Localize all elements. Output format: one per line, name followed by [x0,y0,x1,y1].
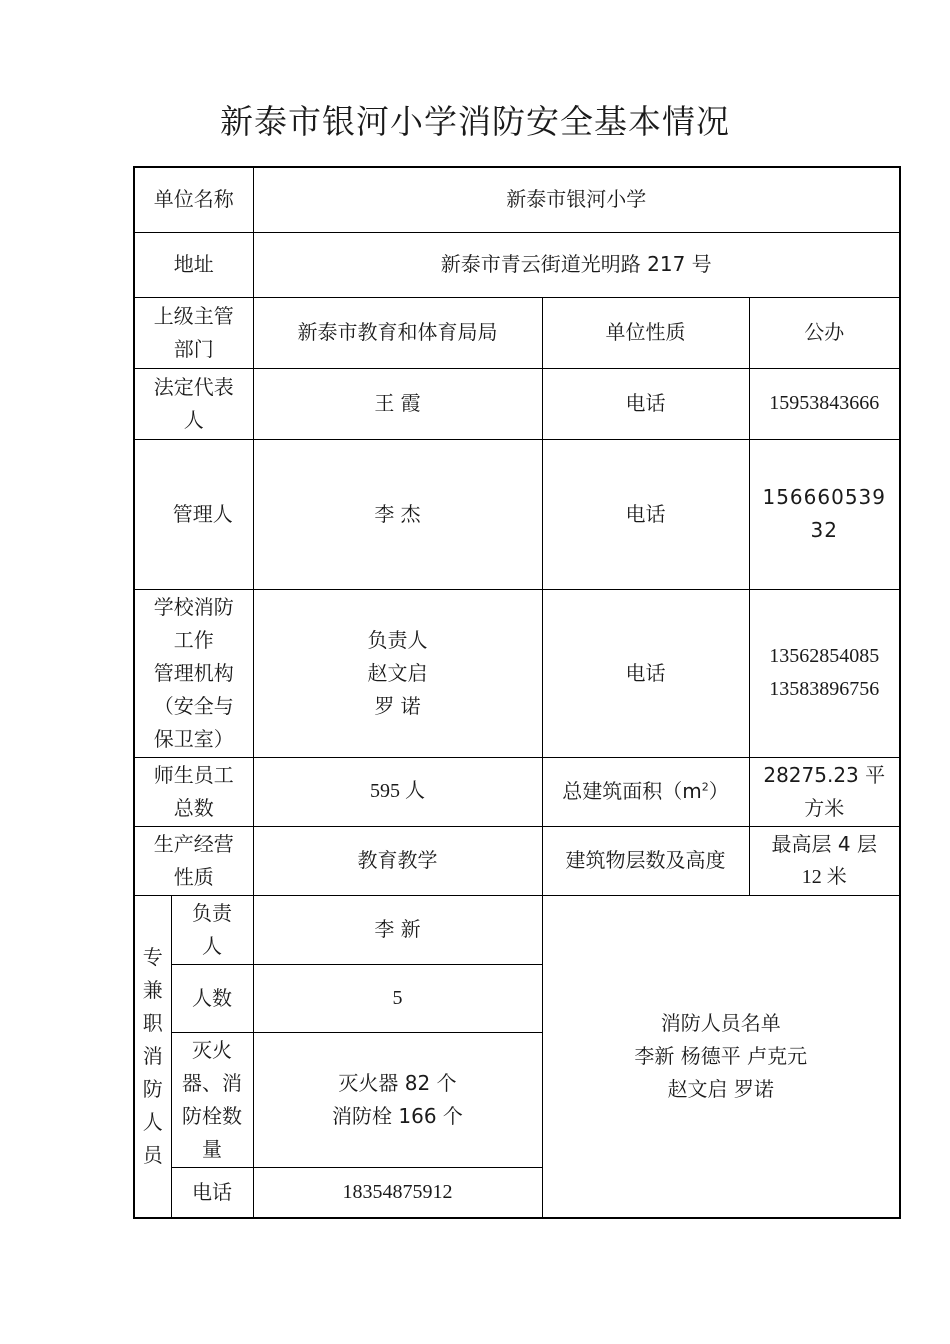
fire-staff-group-char: 兼 [142,977,163,1002]
fire-staff-group-char: 专 [142,944,163,969]
manager-phone-part2: 32 [810,518,838,542]
fire-org-label-line: （安全与 [153,693,234,718]
fire-org-people [253,589,542,757]
fire-equipment-value [253,1032,542,1167]
legal-rep-phone: 15953843666 [749,368,900,439]
row-address [134,232,900,297]
address-label: 地址 [134,232,253,297]
area-value: 28275.23 平方米 [749,757,900,826]
fire-staff-leader-value: 李 新 [253,895,542,964]
fire-equipment-label: 灭火器、消防栓数量 [171,1032,253,1167]
row-business [134,826,900,895]
fire-org-person: 负责人 [367,627,428,652]
fire-staff-count-value: 5 [253,964,542,1032]
row-fire-staff-leader [134,895,900,964]
supervisor-label: 上级主管部门 [134,297,253,368]
roster-title: 消防人员名单 [660,1010,781,1035]
fire-org-person: 赵文启 [367,660,428,685]
fire-org-label-line: 工作 [173,627,214,652]
unit-name-label: 单位名称 [134,167,253,232]
row-manager [134,439,900,589]
area-label-close: ） [708,779,729,803]
fire-org-label [134,589,253,757]
area-label-text: 总建筑面积（m [562,779,702,803]
fire-org-label-line: 管理机构 [153,660,234,685]
fire-org-person: 罗 诺 [374,693,421,718]
legal-rep-label: 法定代表人 [134,368,253,439]
address-value: 新泰市青云街道光明路 217 号 [253,232,900,297]
fire-staff-leader-label: 负责人 [171,895,253,964]
unit-name-value: 新泰市银河小学 [253,167,900,232]
fire-staff-group-char: 职 [142,1010,163,1035]
fire-staff-group-char: 消 [142,1043,163,1068]
fire-staff-group-char: 人 [142,1109,163,1134]
area-label-sup: 2 [701,780,709,794]
staff-value: 595 人 [253,757,542,826]
manager-value: 李 杰 [253,439,542,589]
fire-staff-phone: 18354875912 [253,1167,542,1218]
manager-label: 管理人 [134,439,253,589]
row-staff [134,757,900,826]
manager-phone [749,439,900,589]
row-fire-org [134,589,900,757]
fire-equipment-line1: 灭火器 82 个 [338,1070,457,1095]
fire-safety-table [133,166,901,1219]
fire-staff-count-label: 人数 [171,964,253,1032]
floors-value-line1: 最高层 4 层 [771,831,877,856]
staff-label: 师生员工总数 [134,757,253,826]
floors-value [749,826,900,895]
page-title: 新泰市银河小学消防安全基本情况 [220,102,730,141]
row-legal-rep [134,368,900,439]
manager-phone-part1: 156660539 [762,485,887,509]
legal-rep-value: 王 霞 [253,368,542,439]
fire-equipment-line2: 消防栓 166 个 [332,1103,463,1128]
fire-staff-group-char: 员 [142,1142,163,1167]
row-supervisor [134,297,900,368]
fire-org-phone: 13562854085 [769,645,880,667]
fire-staff-group-char: 防 [142,1076,163,1101]
unit-nature-value: 公办 [749,297,900,368]
legal-rep-phone-label: 电话 [542,368,749,439]
supervisor-value: 新泰市教育和体育局局 [253,297,542,368]
manager-phone-label: 电话 [542,439,749,589]
fire-org-label-line: 学校消防 [153,594,234,619]
fire-staff-group-label [134,895,171,1218]
fire-org-phone-label: 电话 [542,589,749,757]
row-unit-name [134,167,900,232]
fire-staff-roster [542,895,900,1218]
fire-org-label-line: 保卫室） [153,726,234,751]
area-label [542,757,749,826]
roster-line: 赵文启 罗诺 [667,1076,774,1101]
roster-line: 李新 杨德平 卢克元 [634,1043,808,1068]
fire-staff-phone-label: 电话 [171,1167,253,1218]
floors-value-line2: 12 米 [801,865,847,888]
business-label: 生产经营性质 [134,826,253,895]
floors-label: 建筑物层数及高度 [542,826,749,895]
unit-nature-label: 单位性质 [542,297,749,368]
fire-org-phone: 13583896756 [769,678,880,700]
fire-org-phones [749,589,900,757]
business-value: 教育教学 [253,826,542,895]
